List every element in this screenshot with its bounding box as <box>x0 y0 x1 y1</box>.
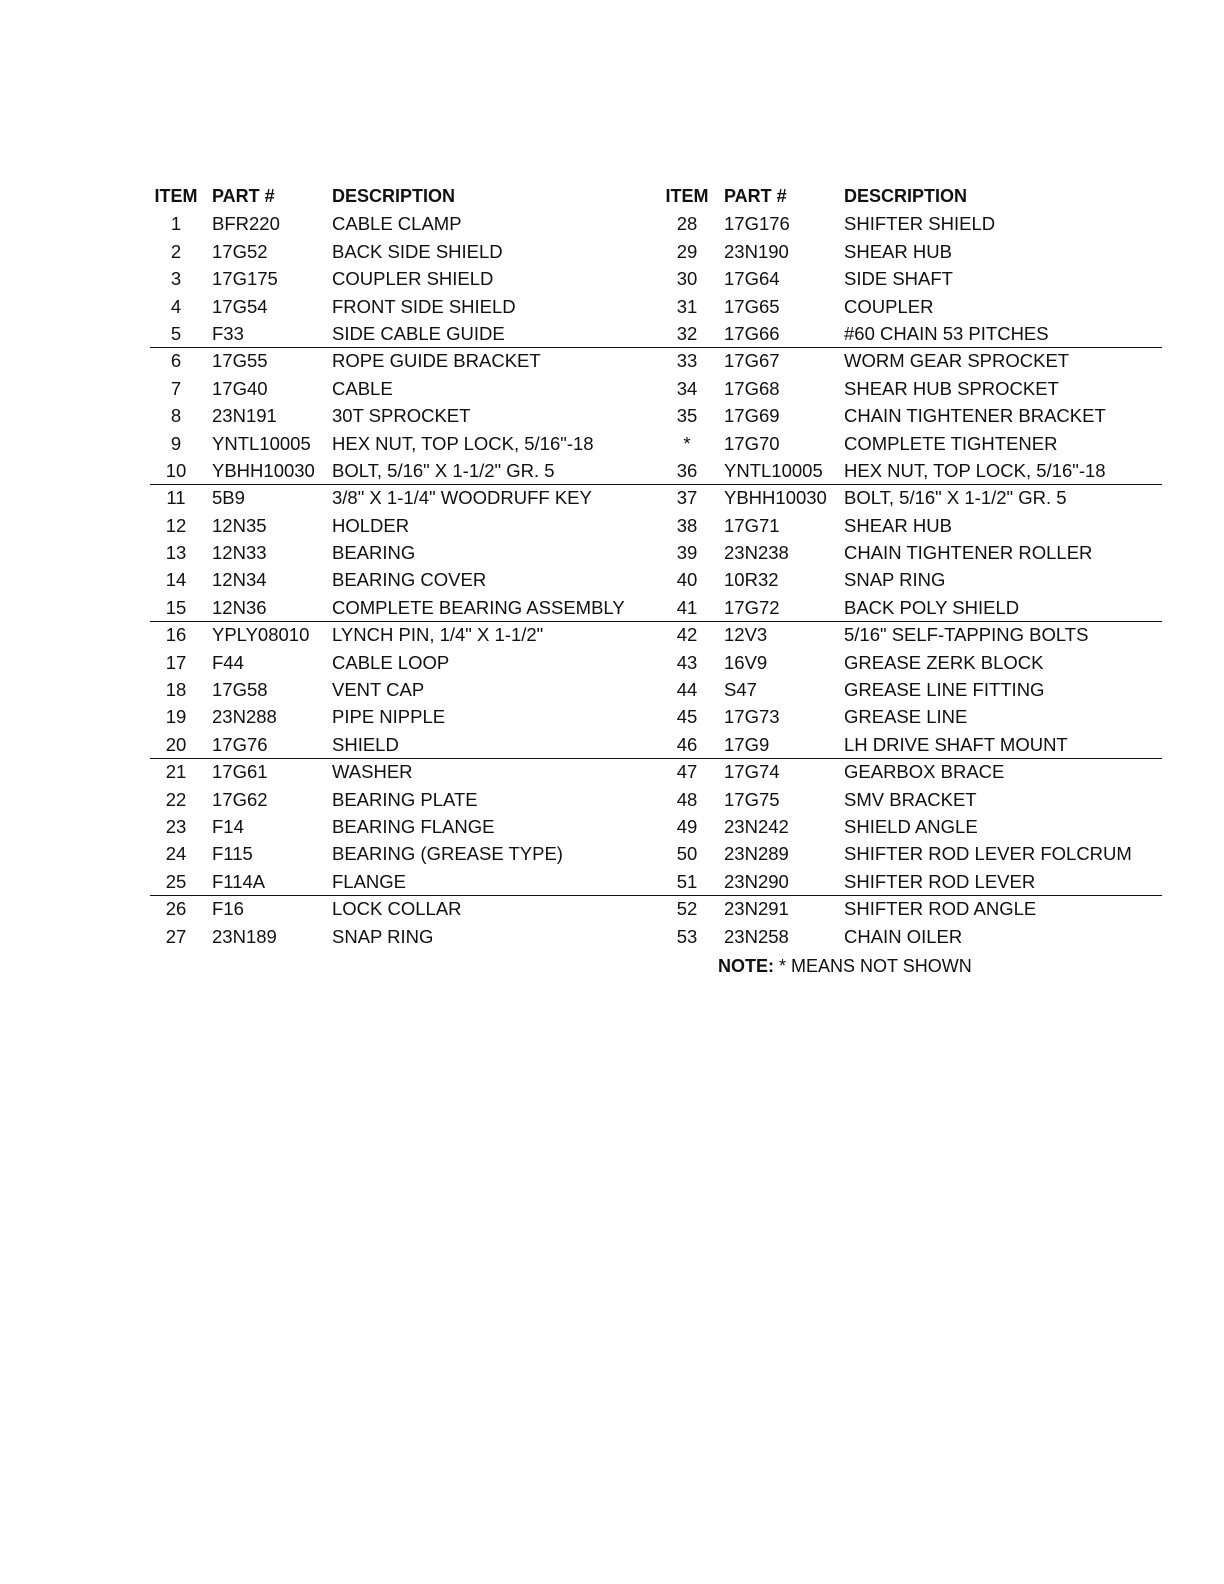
parts-table <box>150 183 1162 983</box>
part-description: BOLT, 5/16" X 1-1/2" GR. 5 <box>332 459 555 481</box>
table-row <box>662 430 1162 457</box>
part-number: 17G52 <box>212 240 268 262</box>
part-number: 17G58 <box>212 679 268 701</box>
table-row <box>150 402 662 429</box>
item-number: 20 <box>165 733 187 755</box>
part-number: 5B9 <box>212 487 245 509</box>
part-description: 30T SPROCKET <box>332 405 471 427</box>
part-description: BACK POLY SHIELD <box>844 596 1020 618</box>
table-row <box>662 484 1162 511</box>
header-item: ITEM <box>154 186 198 206</box>
header-part: PART # <box>212 186 275 206</box>
part-description: WASHER <box>332 761 413 783</box>
parts-column-right <box>662 183 1162 950</box>
item-number: 23 <box>165 815 187 837</box>
part-description: 5/16" SELF-TAPPING BOLTS <box>844 624 1089 646</box>
part-number: 17G40 <box>212 377 268 399</box>
table-row <box>150 840 662 867</box>
item-number: 43 <box>676 651 698 673</box>
part-description: COMPLETE TIGHTENER <box>844 432 1058 454</box>
table-row <box>662 402 1162 429</box>
part-number: 17G55 <box>212 350 268 372</box>
table-row <box>662 566 1162 593</box>
part-description: GEARBOX BRACE <box>844 761 1005 783</box>
table-row <box>662 539 1162 566</box>
table-row <box>662 786 1162 813</box>
part-number: 12N36 <box>212 596 267 618</box>
note-text: * MEANS NOT SHOWN <box>779 956 972 976</box>
item-number: 25 <box>165 870 187 892</box>
part-number: F33 <box>212 322 244 344</box>
part-description: CABLE CLAMP <box>332 213 462 235</box>
table-row <box>150 895 662 922</box>
part-number: 12N35 <box>212 514 267 536</box>
part-description: BEARING (GREASE TYPE) <box>332 843 563 865</box>
item-number: 48 <box>676 788 698 810</box>
item-number: 35 <box>676 405 698 427</box>
table-row <box>662 758 1162 785</box>
part-description: LH DRIVE SHAFT MOUNT <box>844 733 1068 755</box>
table-row <box>150 265 662 292</box>
table-row <box>150 238 662 265</box>
header-row <box>150 183 662 210</box>
item-number: * <box>683 432 691 454</box>
table-row <box>150 430 662 457</box>
part-number: 17G68 <box>724 377 780 399</box>
part-description: HOLDER <box>332 514 410 536</box>
part-number: 17G76 <box>212 733 268 755</box>
part-description: SHIFTER SHIELD <box>844 213 996 235</box>
part-number: 23N189 <box>212 925 277 947</box>
part-description: SIDE SHAFT <box>844 268 953 290</box>
table-row <box>662 703 1162 730</box>
item-number: 37 <box>676 487 698 509</box>
part-number: 17G67 <box>724 350 780 372</box>
item-number: 1 <box>170 213 182 235</box>
table-row <box>662 649 1162 676</box>
table-row <box>150 539 662 566</box>
item-number: 15 <box>165 596 187 618</box>
part-number: 17G65 <box>724 295 780 317</box>
part-description: ROPE GUIDE BRACKET <box>332 350 541 372</box>
table-row <box>662 265 1162 292</box>
part-description: GREASE LINE <box>844 706 968 728</box>
part-description: GREASE ZERK BLOCK <box>844 651 1044 673</box>
part-description: BOLT, 5/16" X 1-1/2" GR. 5 <box>844 487 1067 509</box>
part-number: 17G66 <box>724 322 780 344</box>
part-number: F44 <box>212 651 244 673</box>
item-number: 12 <box>165 514 187 536</box>
part-number: F16 <box>212 898 244 920</box>
table-row <box>150 786 662 813</box>
table-row <box>150 210 662 237</box>
table-row <box>662 457 1162 484</box>
part-number: 12V3 <box>724 624 768 646</box>
item-number: 53 <box>676 925 698 947</box>
part-number: YNTL10005 <box>724 459 823 481</box>
item-number: 47 <box>676 761 698 783</box>
table-row <box>662 210 1162 237</box>
part-number: YBHH10030 <box>212 459 315 481</box>
item-number: 30 <box>676 268 698 290</box>
footnote <box>718 954 972 978</box>
table-row <box>662 512 1162 539</box>
part-description: COUPLER SHIELD <box>332 268 494 290</box>
table-row <box>662 840 1162 867</box>
part-number: 17G69 <box>724 405 780 427</box>
table-row <box>662 676 1162 703</box>
part-description: BEARING PLATE <box>332 788 478 810</box>
table-row <box>150 293 662 320</box>
table-row <box>150 347 662 374</box>
part-description: GREASE LINE FITTING <box>844 679 1045 701</box>
part-description: BEARING COVER <box>332 569 487 591</box>
part-description: SHEAR HUB <box>844 514 952 536</box>
part-number: 16V9 <box>724 651 768 673</box>
part-description: SHIELD <box>332 733 399 755</box>
item-number: 22 <box>165 788 187 810</box>
item-number: 33 <box>676 350 698 372</box>
item-number: 28 <box>676 213 698 235</box>
part-number: 10R32 <box>724 569 779 591</box>
part-description: 3/8" X 1-1/4" WOODRUFF KEY <box>332 487 592 509</box>
header-row <box>662 183 1162 210</box>
parts-list-right <box>662 210 1162 950</box>
item-number: 40 <box>676 569 698 591</box>
item-number: 52 <box>676 898 698 920</box>
part-number: 17G64 <box>724 268 780 290</box>
part-description: CABLE <box>332 377 393 399</box>
table-row <box>150 484 662 511</box>
part-description: SHIELD ANGLE <box>844 815 978 837</box>
part-description: HEX NUT, TOP LOCK, 5/16"-18 <box>844 459 1106 481</box>
item-number: 17 <box>165 651 187 673</box>
part-number: 23N291 <box>724 898 789 920</box>
item-number: 42 <box>676 624 698 646</box>
table-row <box>150 758 662 785</box>
item-number: 19 <box>165 706 187 728</box>
part-number: 17G74 <box>724 761 780 783</box>
part-description: BEARING <box>332 542 416 564</box>
item-number: 16 <box>165 624 187 646</box>
table-row <box>662 813 1162 840</box>
part-description: HEX NUT, TOP LOCK, 5/16"-18 <box>332 432 594 454</box>
table-row <box>662 868 1162 895</box>
item-number: 2 <box>170 240 182 262</box>
item-number: 13 <box>165 542 187 564</box>
item-number: 5 <box>170 322 182 344</box>
part-number: 17G71 <box>724 514 780 536</box>
part-number: 17G70 <box>724 432 780 454</box>
header-part: PART # <box>724 186 787 206</box>
item-number: 24 <box>165 843 187 865</box>
parts-column-left <box>150 183 662 950</box>
part-description: BACK SIDE SHIELD <box>332 240 503 262</box>
part-description: SNAP RING <box>844 569 946 591</box>
header-description: DESCRIPTION <box>332 186 456 206</box>
item-number: 10 <box>165 459 187 481</box>
part-description: CHAIN TIGHTENER ROLLER <box>844 542 1093 564</box>
part-number: S47 <box>724 679 757 701</box>
item-number: 9 <box>170 432 182 454</box>
part-description: SHIFTER ROD LEVER FOLCRUM <box>844 843 1132 865</box>
part-number: 23N289 <box>724 843 789 865</box>
item-number: 45 <box>676 706 698 728</box>
table-row <box>662 293 1162 320</box>
item-number: 38 <box>676 514 698 536</box>
item-number: 32 <box>676 322 698 344</box>
part-number: 17G175 <box>212 268 278 290</box>
part-description: SHIFTER ROD LEVER <box>844 870 1036 892</box>
part-number: 17G72 <box>724 596 780 618</box>
part-number: 17G75 <box>724 788 780 810</box>
table-row <box>150 731 662 758</box>
part-number: 12N34 <box>212 569 267 591</box>
part-description: SNAP RING <box>332 925 434 947</box>
part-description: BEARING FLANGE <box>332 815 495 837</box>
item-number: 44 <box>676 679 698 701</box>
part-number: YBHH10030 <box>724 487 827 509</box>
part-description: PIPE NIPPLE <box>332 706 446 728</box>
part-number: YPLY08010 <box>212 624 310 646</box>
item-number: 41 <box>676 596 698 618</box>
item-number: 26 <box>165 898 187 920</box>
table-row <box>150 649 662 676</box>
part-description: SHIFTER ROD ANGLE <box>844 898 1037 920</box>
item-number: 7 <box>170 377 182 399</box>
part-description: COUPLER <box>844 295 934 317</box>
item-number: 3 <box>170 268 182 290</box>
item-number: 27 <box>165 925 187 947</box>
part-number: F114A <box>212 870 266 892</box>
item-number: 31 <box>676 295 698 317</box>
table-row <box>662 320 1162 347</box>
table-row <box>150 512 662 539</box>
part-number: 23N242 <box>724 815 789 837</box>
item-number: 49 <box>676 815 698 837</box>
item-number: 8 <box>170 405 182 427</box>
part-description: SHEAR HUB SPROCKET <box>844 377 1059 399</box>
item-number: 14 <box>165 569 187 591</box>
item-number: 51 <box>676 870 698 892</box>
part-number: BFR220 <box>212 213 280 235</box>
part-description: SIDE CABLE GUIDE <box>332 322 505 344</box>
part-number: 23N288 <box>212 706 277 728</box>
item-number: 46 <box>676 733 698 755</box>
header-description: DESCRIPTION <box>844 186 968 206</box>
table-row <box>150 594 662 621</box>
part-description: LOCK COLLAR <box>332 898 462 920</box>
table-row <box>150 621 662 648</box>
header-item: ITEM <box>665 186 709 206</box>
table-row <box>150 868 662 895</box>
item-number: 50 <box>676 843 698 865</box>
part-number: 12N33 <box>212 542 267 564</box>
table-row <box>662 731 1162 758</box>
table-row <box>150 375 662 402</box>
table-row <box>662 238 1162 265</box>
item-number: 36 <box>676 459 698 481</box>
part-number: 23N290 <box>724 870 789 892</box>
part-description: SMV BRACKET <box>844 788 977 810</box>
part-number: F115 <box>212 843 253 865</box>
part-number: 23N258 <box>724 925 789 947</box>
part-number: 17G61 <box>212 761 268 783</box>
table-row <box>662 594 1162 621</box>
table-row <box>150 676 662 703</box>
part-description: VENT CAP <box>332 679 425 701</box>
part-description: FLANGE <box>332 870 407 892</box>
item-number: 21 <box>165 761 187 783</box>
table-row <box>150 703 662 730</box>
part-description: CHAIN TIGHTENER BRACKET <box>844 405 1106 427</box>
part-description: FRONT SIDE SHIELD <box>332 295 516 317</box>
table-row <box>662 375 1162 402</box>
part-number: YNTL10005 <box>212 432 311 454</box>
part-number: 17G73 <box>724 706 780 728</box>
part-number: 17G54 <box>212 295 268 317</box>
parts-list-left <box>150 210 662 950</box>
part-description: WORM GEAR SPROCKET <box>844 350 1070 372</box>
table-row <box>662 347 1162 374</box>
item-number: 6 <box>170 350 182 372</box>
item-number: 11 <box>166 487 186 509</box>
table-row <box>662 923 1162 950</box>
note-label: NOTE: <box>718 956 774 976</box>
table-row <box>150 813 662 840</box>
table-row <box>662 621 1162 648</box>
item-number: 34 <box>676 377 698 399</box>
table-row <box>150 923 662 950</box>
part-description: SHEAR HUB <box>844 240 952 262</box>
part-number: 17G9 <box>724 733 770 755</box>
part-number: 23N238 <box>724 542 789 564</box>
part-number: 17G176 <box>724 213 790 235</box>
item-number: 18 <box>165 679 187 701</box>
part-description: LYNCH PIN, 1/4" X 1-1/2" <box>332 624 544 646</box>
table-row <box>150 457 662 484</box>
part-description: CHAIN OILER <box>844 925 963 947</box>
part-number: 17G62 <box>212 788 268 810</box>
part-number: 23N190 <box>724 240 789 262</box>
table-row <box>150 320 662 347</box>
part-description: CABLE LOOP <box>332 651 450 673</box>
part-number: 23N191 <box>212 405 277 427</box>
part-number: F14 <box>212 815 244 837</box>
part-description: COMPLETE BEARING ASSEMBLY <box>332 596 625 618</box>
item-number: 4 <box>170 295 182 317</box>
part-description: #60 CHAIN 53 PITCHES <box>844 322 1049 344</box>
table-row <box>662 895 1162 922</box>
item-number: 29 <box>676 240 698 262</box>
item-number: 39 <box>676 542 698 564</box>
table-row <box>150 566 662 593</box>
